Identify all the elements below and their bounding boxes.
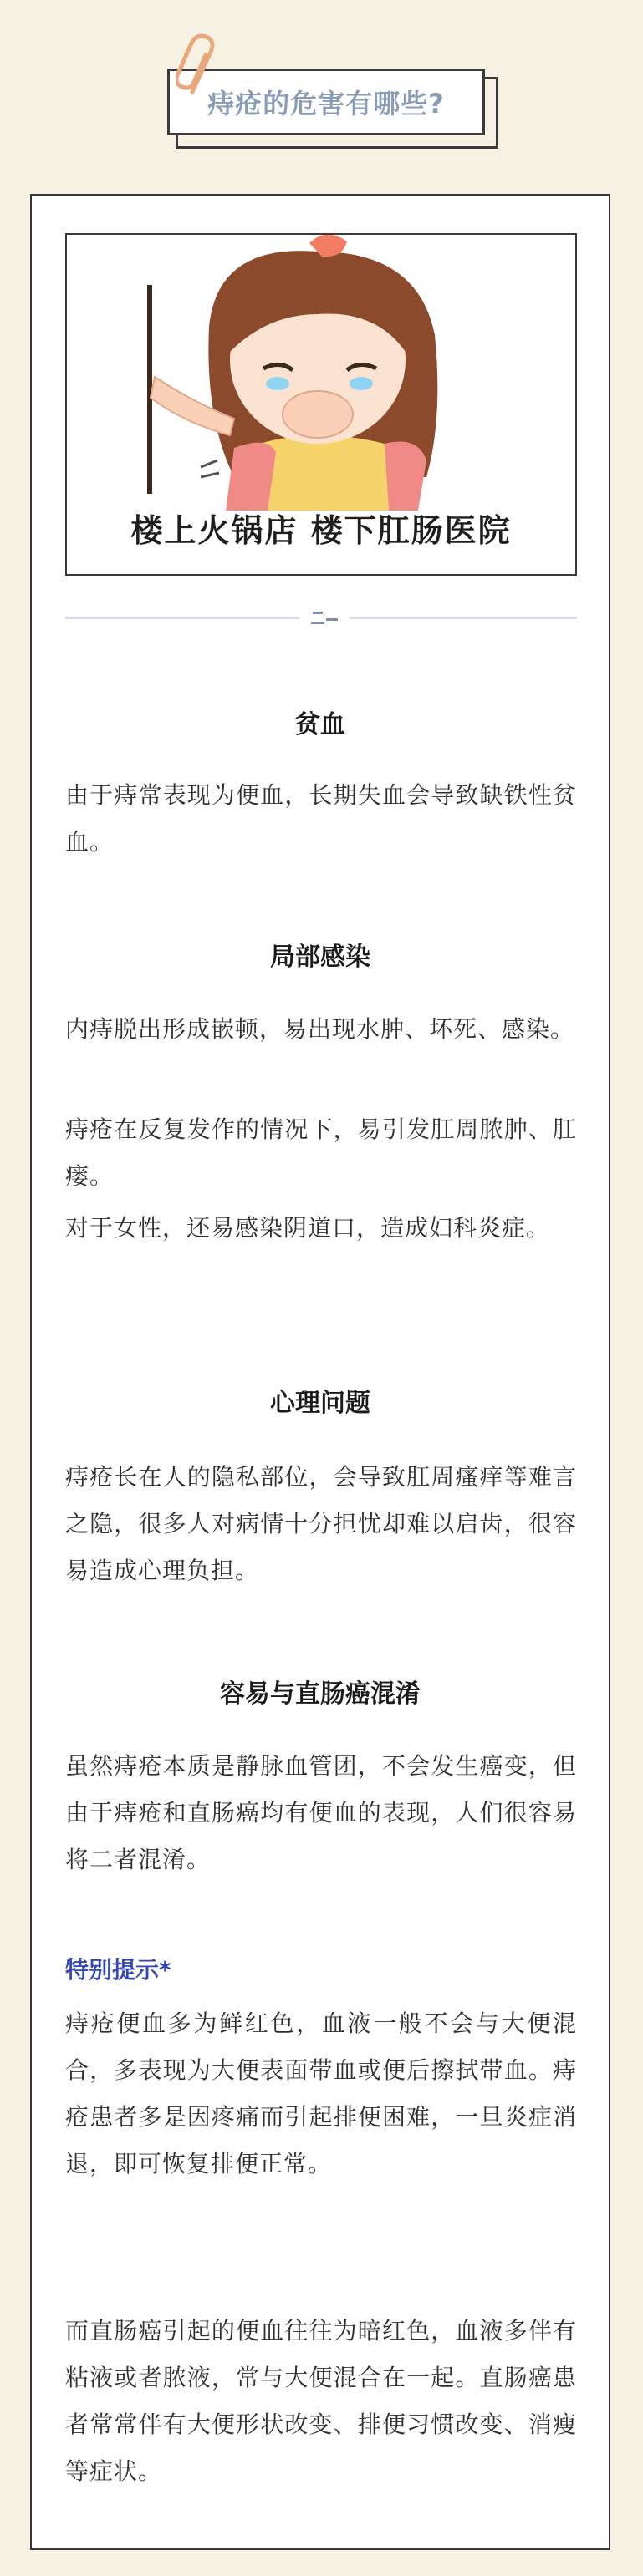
tip-paragraph-2: 而直肠癌引起的便血往往为暗红色，血液多伴有粘液或者脓液，常与大便混合在一起。直肠癌患者常常伴有大便形状改变、排便习惯改变、消瘦等症状。 bbox=[65, 2317, 577, 2485]
heading-anemia bbox=[32, 704, 609, 740]
heading-cancer-confusion bbox=[32, 1673, 609, 1710]
divider-mark-icon bbox=[311, 607, 338, 630]
heading-psychology-text: 心理问题 bbox=[265, 1382, 375, 1419]
tip-title: 特别提示* bbox=[65, 1956, 171, 1984]
cartoon-illustration bbox=[65, 233, 577, 576]
content-card bbox=[30, 194, 610, 2550]
paragraph-infection-1: 内痔脱出形成嵌顿，易出现水肿、坏死、感染。 bbox=[65, 1015, 575, 1043]
heading-infection-text: 局部感染 bbox=[265, 936, 375, 973]
illustration-caption: 楼上火锅店 楼下肛肠医院 bbox=[130, 511, 512, 549]
paragraph-cancer-confusion: 虽然痔疮本质是静脉血管团，不会发生癌变，但由于痔疮和直肠癌均有便血的表现，人们很容易将二者混淆。 bbox=[65, 1752, 577, 1873]
divider-line-right bbox=[350, 617, 577, 619]
paragraph-infection-2: 痔疮在反复发作的情况下，易引发肛周脓肿、肛瘘。 bbox=[65, 1115, 577, 1190]
tip-paragraph-1: 痔疮便血多为鲜红色，血液一般不会与大便混合，多表现为大便表面带血或便后擦拭带血。痔疮患者多是因疼痛而引起排便困难，一旦炎症消退，即可恢复排便正常。 bbox=[65, 2009, 577, 2177]
paragraph-infection-3: 对于女性，还易感染阴道口，造成妇科炎症。 bbox=[65, 1214, 551, 1242]
paragraph-psychology: 痔疮长在人的隐私部位，会导致肛周瘙痒等难言之隐，很多人对病情十分担忧却难以启齿，很容易造成心理负担。 bbox=[65, 1463, 577, 1584]
page-title: 痔疮的危害有哪些? bbox=[207, 88, 445, 119]
paperclip-icon bbox=[176, 33, 226, 100]
section-divider bbox=[65, 605, 577, 630]
heading-anemia-text: 贫血 bbox=[290, 704, 350, 740]
heading-psychology bbox=[32, 1382, 609, 1419]
heading-cancer-confusion-text: 容易与直肠癌混淆 bbox=[215, 1673, 426, 1710]
paragraph-anemia: 由于痔常表现为便血，长期失血会导致缺铁性贫血。 bbox=[65, 781, 577, 856]
divider-line-left bbox=[65, 617, 299, 619]
heading-infection bbox=[32, 936, 609, 973]
